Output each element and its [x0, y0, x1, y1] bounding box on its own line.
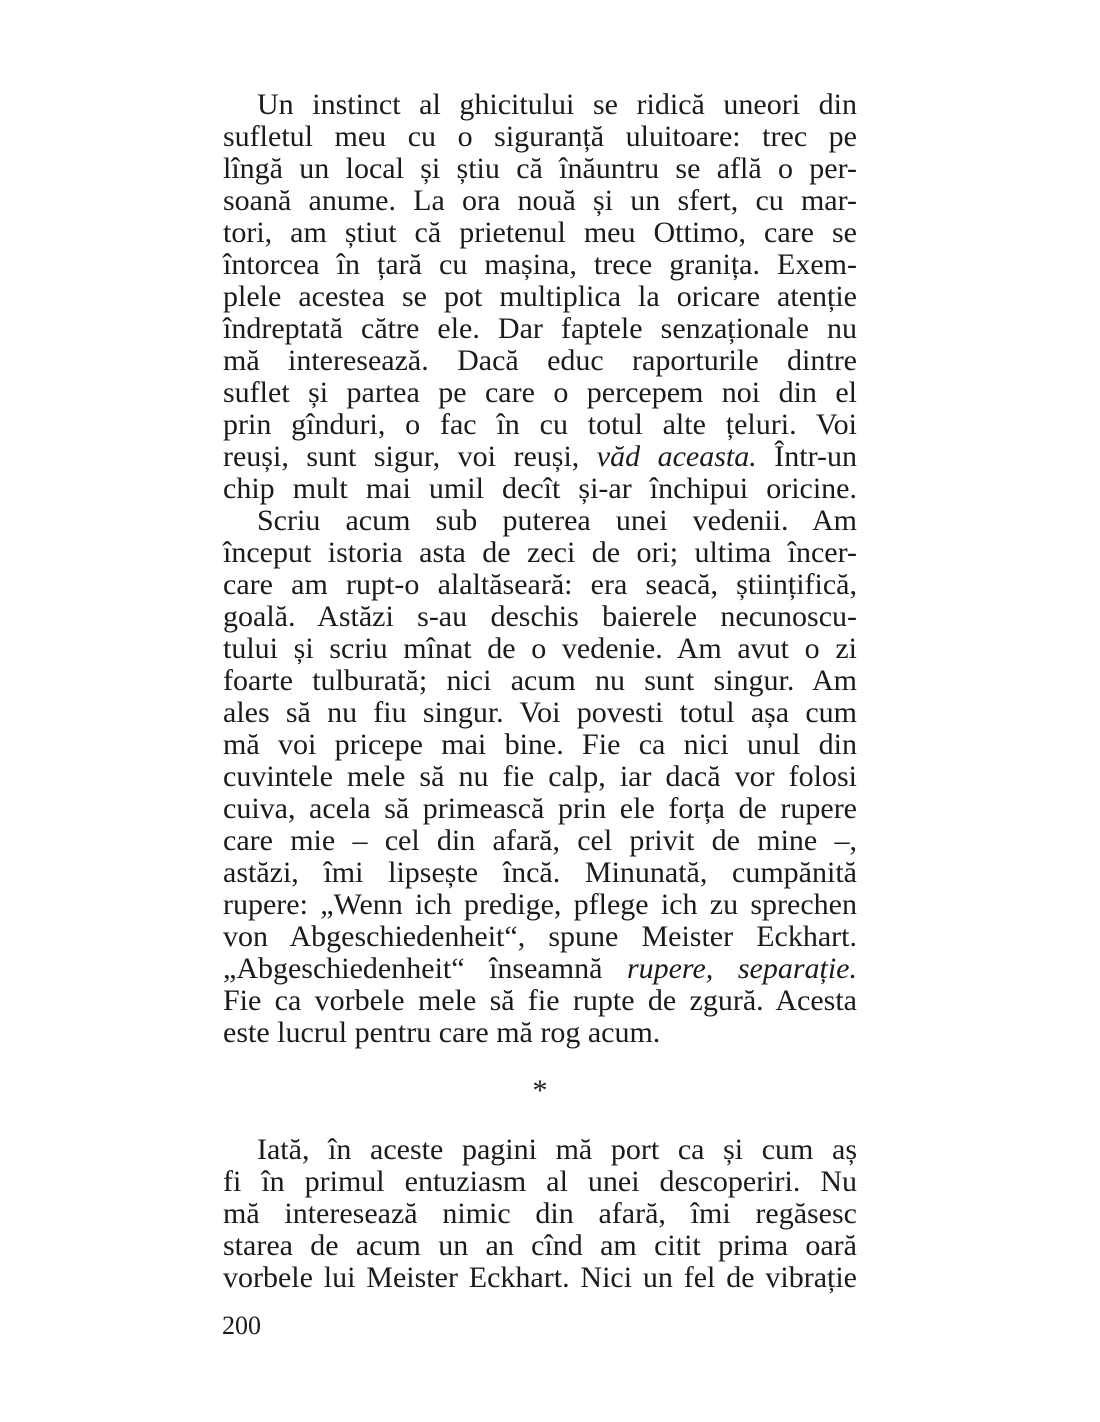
text-line	[223, 345, 857, 377]
text-line	[223, 1134, 857, 1166]
text-run: vorbele lui Meister Eckhart. Nici un fel de vibrație	[223, 1261, 857, 1294]
text-run: rupere: „Wenn ich predige, pflege ich zu sprechen	[223, 888, 857, 921]
text-run: chip mult mai umil decît și-ar închipui oricine.	[223, 472, 857, 505]
text-line	[223, 953, 857, 985]
text-run: Într-un	[756, 440, 857, 473]
paragraphs-after-separator	[223, 1134, 857, 1294]
text-line	[223, 217, 857, 249]
text-run: cuvintele mele să nu fie calp, iar dacă vor folosi	[223, 760, 857, 793]
section-separator-asterisk: *	[532, 1074, 548, 1107]
text-line	[223, 825, 857, 857]
text-line	[223, 185, 857, 217]
text-line	[223, 537, 857, 569]
text-line	[223, 569, 857, 601]
text-line	[223, 921, 857, 953]
text-line	[223, 121, 857, 153]
text-run: starea de acum un an cînd am citit prima oară	[223, 1229, 857, 1262]
text-run: întorcea în țară cu mașina, trece granița. Exem-	[223, 248, 857, 281]
text-run: von Abgeschiedenheit“, spune Meister Eckhart.	[223, 920, 857, 953]
text-line	[223, 441, 857, 473]
text-run: mă voi pricepe mai bine. Fie ca nici unul din	[223, 728, 857, 761]
text-run: tului și scriu mînat de o vedenie. Am avut o zi	[223, 632, 857, 665]
text-run: astăzi, îmi lipsește încă. Minunată, cumpănită	[223, 856, 857, 889]
text-line	[223, 313, 857, 345]
text-run: Iată, în aceste pagini mă port ca și cum aș	[257, 1133, 857, 1166]
paragraph	[223, 89, 857, 505]
text-run: suflet și partea pe care o percepem noi din el	[223, 376, 857, 409]
text-line	[223, 89, 857, 121]
text-run: soană anume. La ora nouă și un sfert, cu mar-	[223, 184, 857, 217]
paragraph	[223, 505, 857, 1049]
page-number: 200	[222, 1311, 261, 1340]
text-run: Scriu acum sub puterea unei vedenii. Am	[257, 504, 857, 537]
text-run: foarte tulburată; nici acum nu sunt singur. Am	[223, 664, 857, 697]
text-run: sufletul meu cu o siguranță uluitoare: trec pe	[223, 120, 857, 153]
text-line	[223, 601, 857, 633]
paragraphs-before-separator	[223, 89, 857, 1049]
text-run: cuiva, acela să primească prin ele forța de rupere	[223, 792, 857, 825]
text-line	[223, 889, 857, 921]
text-line	[223, 761, 857, 793]
italic-text-run: rupere, separație.	[626, 952, 857, 985]
text-line	[223, 665, 857, 697]
text-run: „Abgeschiedenheit“ înseamnă	[223, 952, 627, 985]
text-line	[223, 409, 857, 441]
text-run: Fie ca vorbele mele să fie rupte de zgură. Acesta	[223, 984, 857, 1017]
text-run: care mie – cel din afară, cel privit de mine –,	[223, 824, 857, 857]
text-run: reuși, sunt sigur, voi reuși,	[223, 440, 597, 473]
text-run: lîngă un local și știu că înăuntru se află o per-	[223, 152, 857, 185]
text-line	[223, 857, 857, 889]
text-line	[223, 697, 857, 729]
text-run: început istoria asta de zeci de ori; ultima încer-	[223, 536, 857, 569]
text-run: ales să nu fiu singur. Voi povesti totul așa cum	[223, 696, 857, 729]
text-run: tori, am știut că prietenul meu Ottimo, care se	[223, 216, 857, 249]
text-line	[223, 1166, 857, 1198]
text-line	[223, 505, 857, 537]
text-line	[223, 1017, 857, 1049]
text-run: Un instinct al ghicitului se ridică uneori din	[257, 88, 857, 121]
text-run: este lucrul pentru care mă rog acum.	[223, 1016, 661, 1049]
italic-text-run: văd aceasta.	[596, 440, 757, 473]
text-line	[223, 281, 857, 313]
text-run: goală. Astăzi s-au deschis baierele necunoscu-	[223, 600, 857, 633]
text-run: prin gînduri, o fac în cu totul alte țeluri. Voi	[223, 408, 857, 441]
text-run: mă interesează. Dacă educ raporturile dintre	[223, 344, 857, 377]
text-line	[223, 985, 857, 1017]
text-line	[223, 1230, 857, 1262]
text-line	[223, 1262, 857, 1294]
paragraph	[223, 1134, 857, 1294]
text-run: plele acestea se pot multiplica la oricare atenție	[223, 280, 857, 313]
text-line	[223, 1198, 857, 1230]
text-run: care am rupt-o alaltăseară: era seacă, științifică,	[223, 568, 857, 601]
text-line	[223, 633, 857, 665]
text-run: fi în primul entuziasm al unei descoperiri. Nu	[223, 1165, 857, 1198]
text-line	[223, 377, 857, 409]
text-run: mă interesează nimic din afară, îmi regăsesc	[223, 1197, 857, 1230]
page-text-block	[223, 89, 857, 1294]
text-run: îndreptată către ele. Dar faptele senzaționale nu	[223, 312, 857, 345]
text-line	[223, 249, 857, 281]
text-line	[223, 153, 857, 185]
text-line	[223, 473, 857, 505]
text-line	[223, 793, 857, 825]
text-line	[223, 729, 857, 761]
